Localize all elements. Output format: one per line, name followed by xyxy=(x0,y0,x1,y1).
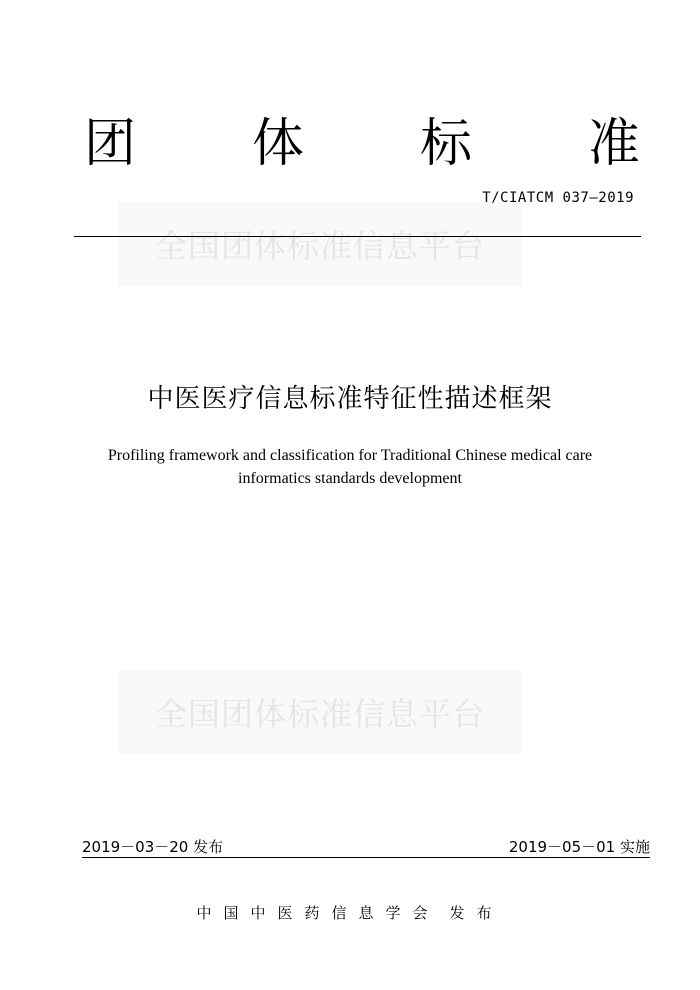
watermark-text: 全国团体标准信息平台 xyxy=(154,695,485,733)
implement-date: 2019－05－01 实施 xyxy=(508,838,650,856)
english-title xyxy=(90,444,610,490)
standard-number: T/CIATCM 037—2019 xyxy=(482,190,634,206)
document-type-title xyxy=(84,112,640,176)
title-char: 团 xyxy=(84,114,137,174)
chinese-title: 中医医疗信息标准特征性描述框架 xyxy=(147,384,553,414)
english-title-line: Profiling framework and classification for Traditional Chinese medical care xyxy=(107,447,593,464)
english-title-line: informatics standards development xyxy=(238,470,462,487)
date-row xyxy=(82,836,650,858)
divider xyxy=(82,857,650,858)
title-char: 标 xyxy=(419,114,472,174)
title-char: 体 xyxy=(251,114,304,174)
issuer-action: 发布 xyxy=(449,904,504,922)
issuer-name: 中国中医药信息学会 xyxy=(196,904,440,922)
watermark-text: 全国团体标准信息平台 xyxy=(154,227,485,265)
watermark xyxy=(118,670,522,754)
publish-date: 2019－03－20 发布 xyxy=(82,838,224,856)
issuer-line xyxy=(0,902,700,923)
divider xyxy=(74,236,641,237)
title-char: 准 xyxy=(587,114,640,174)
watermark xyxy=(118,202,522,286)
